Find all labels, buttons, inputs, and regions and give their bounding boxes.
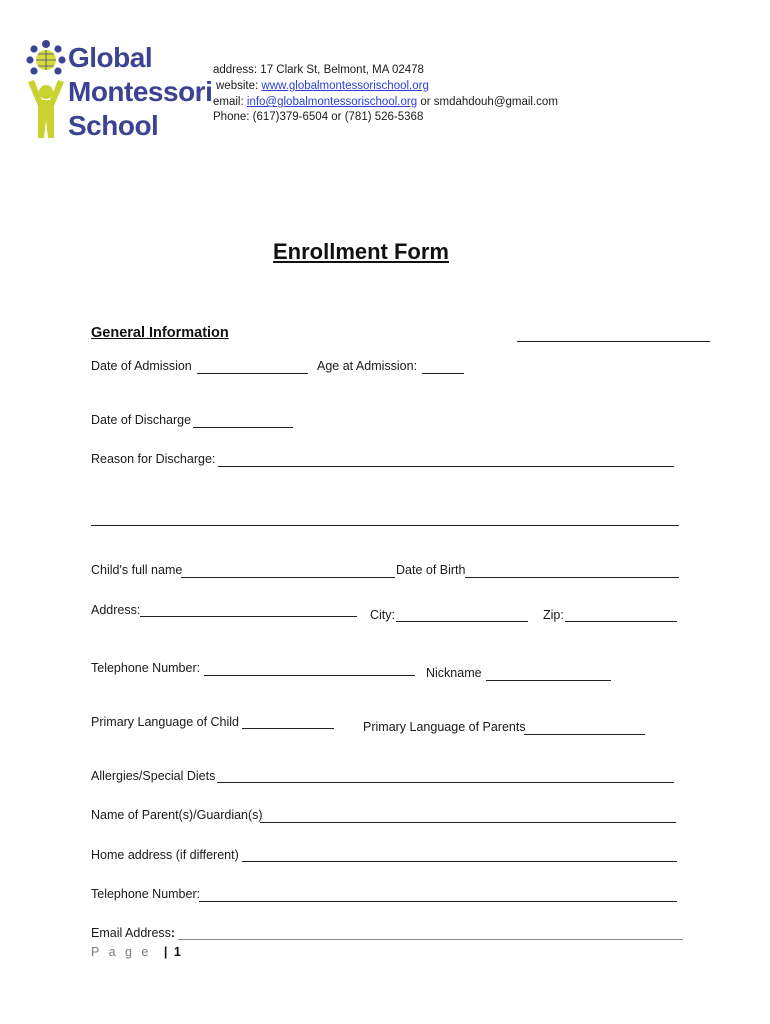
zip-field[interactable] <box>565 621 677 622</box>
email-link[interactable]: info@globalmontessorischool.org <box>246 96 418 108</box>
childs-full-name-label: Child's full name <box>91 563 183 577</box>
email-line <box>213 96 558 108</box>
logo-word-montessori: Montessori <box>68 76 213 107</box>
page-footer <box>91 945 181 959</box>
date-of-discharge-field[interactable] <box>193 427 293 428</box>
logo-word-global: Global <box>68 42 153 73</box>
childs-full-name-field[interactable] <box>181 577 395 578</box>
parents-guardians-field[interactable] <box>260 822 676 823</box>
telephone-number-field[interactable] <box>204 675 415 676</box>
website-link[interactable]: www.globalmontessorischool.org <box>261 80 429 92</box>
email-label: email: <box>213 96 244 108</box>
date-of-admission-label: Date of Admission <box>91 359 192 373</box>
zip-label: Zip: <box>543 608 564 622</box>
home-address-label: Home address (if different) <box>91 848 239 862</box>
date-of-birth-label: Date of Birth <box>396 563 466 577</box>
city-field[interactable] <box>396 621 528 622</box>
primary-language-parents-label: Primary Language of Parents <box>363 720 526 734</box>
telephone-number-2-label: Telephone Number: <box>91 887 201 901</box>
email-address-label: Email Address: <box>91 926 176 940</box>
primary-language-child-label: Primary Language of Child <box>91 715 239 729</box>
form-title: Enrollment Form <box>272 239 449 264</box>
website-label: website: <box>216 80 259 92</box>
primary-language-child-field[interactable] <box>242 728 334 729</box>
date-of-admission-field[interactable] <box>197 373 308 374</box>
logo-emblem-icon <box>22 38 70 142</box>
page-number: 1 <box>173 945 181 959</box>
logo-word-school: School <box>68 110 159 141</box>
page-word: P a g e <box>91 945 152 959</box>
city-label: City: <box>370 608 395 622</box>
address-label: Address: <box>91 603 141 617</box>
home-address-field[interactable] <box>242 861 677 862</box>
allergies-field[interactable] <box>217 782 674 783</box>
telephone-number-label: Telephone Number: <box>91 661 201 675</box>
page-separator: | <box>163 945 168 959</box>
address-field[interactable] <box>140 616 357 617</box>
reason-for-discharge-label: Reason for Discharge: <box>91 452 216 466</box>
date-of-discharge-label: Date of Discharge <box>91 413 192 427</box>
section-heading: General Information <box>91 325 229 341</box>
nickname-label: Nickname <box>426 666 482 680</box>
heading-blank-line[interactable] <box>517 341 710 342</box>
school-address: address: 17 Clark St, Belmont, MA 02478 <box>213 64 424 76</box>
phone-line: Phone: (617)379-6504 or (781) 526-5368 <box>213 111 424 123</box>
date-of-birth-field[interactable] <box>465 577 679 578</box>
age-at-admission-field[interactable] <box>422 373 464 374</box>
allergies-label: Allergies/Special Diets <box>91 769 216 783</box>
telephone-number-2-field[interactable] <box>199 901 677 902</box>
reason-for-discharge-field[interactable] <box>218 466 674 467</box>
school-logo <box>22 38 213 142</box>
nickname-field[interactable] <box>486 680 611 681</box>
primary-language-parents-field[interactable] <box>524 734 645 735</box>
email-alt: or smdahdouh@gmail.com <box>420 96 558 108</box>
reason-for-discharge-field-extra[interactable] <box>91 525 679 526</box>
website-line <box>216 80 429 92</box>
age-at-admission-label: Age at Admission: <box>317 359 418 373</box>
email-address-field[interactable] <box>178 939 683 940</box>
parents-guardians-label: Name of Parent(s)/Guardian(s) <box>91 808 263 822</box>
